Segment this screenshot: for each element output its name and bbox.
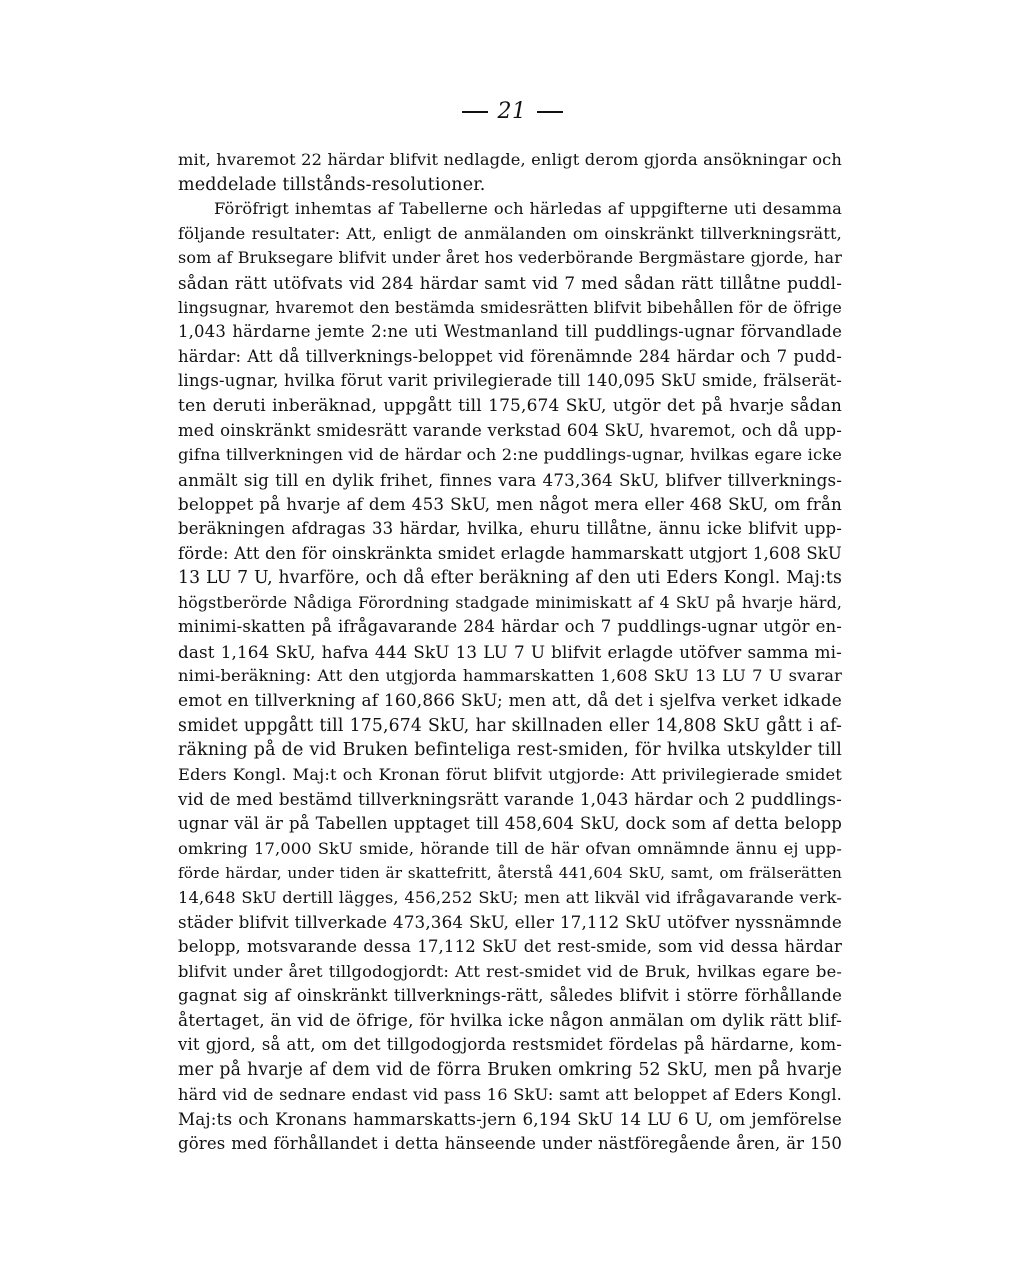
text-line: förde: Att den för oinskränkta smidet erlagde hammarskatt utgjort 1,608 SkU — [178, 543, 842, 563]
text-line: härd vid de sednare endast vid pass 16 SkU: samt att beloppet af Eders Kongl. — [178, 1084, 842, 1104]
text-line: emot en tillverkning af 160,866 SkU; men att, då det i sjelfva verket idkade — [178, 691, 842, 712]
text-line: vid de med bestämd tillverkningsrätt varande 1,043 härdar och 2 puddlings- — [178, 789, 842, 810]
text-line: städer blifvit tillverkade 473,364 SkU, eller 17,112 SkU utöfver nyssnämnde — [178, 912, 842, 933]
body-text — [178, 148, 842, 1156]
text-line: högstberörde Nådiga Förordning stadgade minimiskatt af 4 SkU på hvarje härd, — [178, 592, 842, 612]
text-line: anmält sig till en dylik frihet, finnes vara 473,364 SkU, blifver tillverknings- — [178, 469, 842, 490]
text-line: gifna tillverkningen vid de härdar och 2:ne puddlings-ugnar, hvilkas egare icke — [178, 445, 842, 465]
text-line: 13 LU 7 U, hvarföre, och då efter beräkning af den uti Eders Kongl. Maj:ts — [178, 568, 842, 589]
text-line: dast 1,164 SkU, hafva 444 SkU 13 LU 7 U blifvit erlagde utöfver samma mi- — [178, 641, 842, 662]
header-left-dash — [462, 111, 488, 113]
text-line: nimi-beräkning: Att den utgjorda hammarskatten 1,608 SkU 13 LU 7 U svarar — [178, 666, 842, 686]
text-line: vit gjord, så att, om det tillgodogjorda restsmidet fördelas på härdarne, kom- — [178, 1035, 842, 1055]
text-line: beloppet på hvarje af dem 453 SkU, men något mera eller 468 SkU, om från — [178, 494, 842, 515]
text-line: gagnat sig af oinskränkt tillverknings-rätt, således blifvit i större förhållande — [178, 986, 842, 1006]
text-line: belopp, motsvarande dessa 17,112 SkU det rest-smide, som vid dessa härdar — [178, 937, 842, 956]
text-line: blifvit under året tillgodogjordt: Att rest-smidet vid de Bruk, hvilkas egare be- — [178, 961, 842, 981]
text-line: beräkningen afdragas 33 härdar, hvilka, ehuru tillåtne, ännu icke blifvit upp- — [178, 518, 842, 538]
page-number: 21 — [497, 99, 527, 124]
text-line: minimi-skatten på ifrågavarande 284 härdar och 7 puddlings-ugnar utgör en- — [178, 617, 842, 637]
text-line: mer på hvarje af dem vid de förra Bruken omkring 52 SkU, men på hvarje — [178, 1059, 842, 1080]
page-header — [0, 98, 1024, 126]
text-line: lings-ugnar, hvilka förut varit privilegierade till 140,095 SkU smide, frälserät- — [178, 371, 842, 391]
text-line: ten deruti inberäknad, uppgått till 175,674 SkU, utgör det på hvarje sådan — [178, 395, 842, 416]
text-line: med oinskränkt smidesrätt varande verkstad 604 SkU, hvaremot, och då upp- — [178, 420, 842, 440]
text-line: mit, hvaremot 22 härdar blifvit nedlagde, enligt derom gjorda ansökningar och — [178, 150, 843, 169]
text-line: Maj:ts och Kronans hammarskatts-jern 6,194 SkU 14 LU 6 U, om jemförelse — [178, 1109, 842, 1130]
text-line: sådan rätt utöfvats vid 284 härdar samt vid 7 med sådan rätt tillåtne puddl- — [178, 272, 842, 293]
text-line: göres med förhållandet i detta hänseende under nästföregående åren, är 150 — [178, 1133, 842, 1153]
text-line: smidet uppgått till 175,674 SkU, har skillnaden eller 14,808 SkU gått i af- — [178, 715, 842, 736]
text-line: Föröfrigt inhemtas af Tabellerne och härledas af uppgifterne uti desamma — [214, 199, 842, 219]
text-line: räkning på de vid Bruken befinteliga rest-smiden, för hvilka utskylder till — [178, 740, 842, 761]
text-line: härdar: Att då tillverknings-beloppet vid förenämnde 284 härdar och 7 pudd- — [178, 346, 842, 366]
text-line: lingsugnar, hvaremot den bestämda smidesrätten blifvit bibehållen för de öfrige — [178, 297, 842, 317]
text-line: 14,648 SkU dertill lägges, 456,252 SkU; men att likväl vid ifrågavarande verk- — [178, 887, 842, 907]
text-line: som af Bruksegare blifvit under året hos vederbörande Bergmästare gjorde, har — [178, 248, 842, 268]
text-line: 1,043 härdarne jemte 2:ne uti Westmanland till puddlings-ugnar förvandlade — [178, 322, 842, 342]
text-line: meddelade tillstånds-resolutioner. — [178, 174, 486, 195]
text-line: följande resultater: Att, enligt de anmälanden om oinskränkt tillverkningsrätt, — [178, 223, 842, 243]
text-line: förde härdar, under tiden är skattefritt, återstå 441,604 SkU, samt, om frälserätten — [178, 864, 842, 883]
header-right-dash — [537, 111, 563, 113]
text-line: Eders Kongl. Maj:t och Kronan förut blifvit utgjorde: Att privilegierade smidet — [178, 764, 842, 784]
text-line: omkring 17,000 SkU smide, hörande till de här ofvan omnämnde ännu ej upp- — [178, 838, 842, 858]
text-line: ugnar väl är på Tabellen upptaget till 458,604 SkU, dock som af detta belopp — [178, 814, 842, 834]
text-line: återtaget, än vid de öfrige, för hvilka icke någon anmälan om dylik rätt blif- — [178, 1010, 842, 1031]
